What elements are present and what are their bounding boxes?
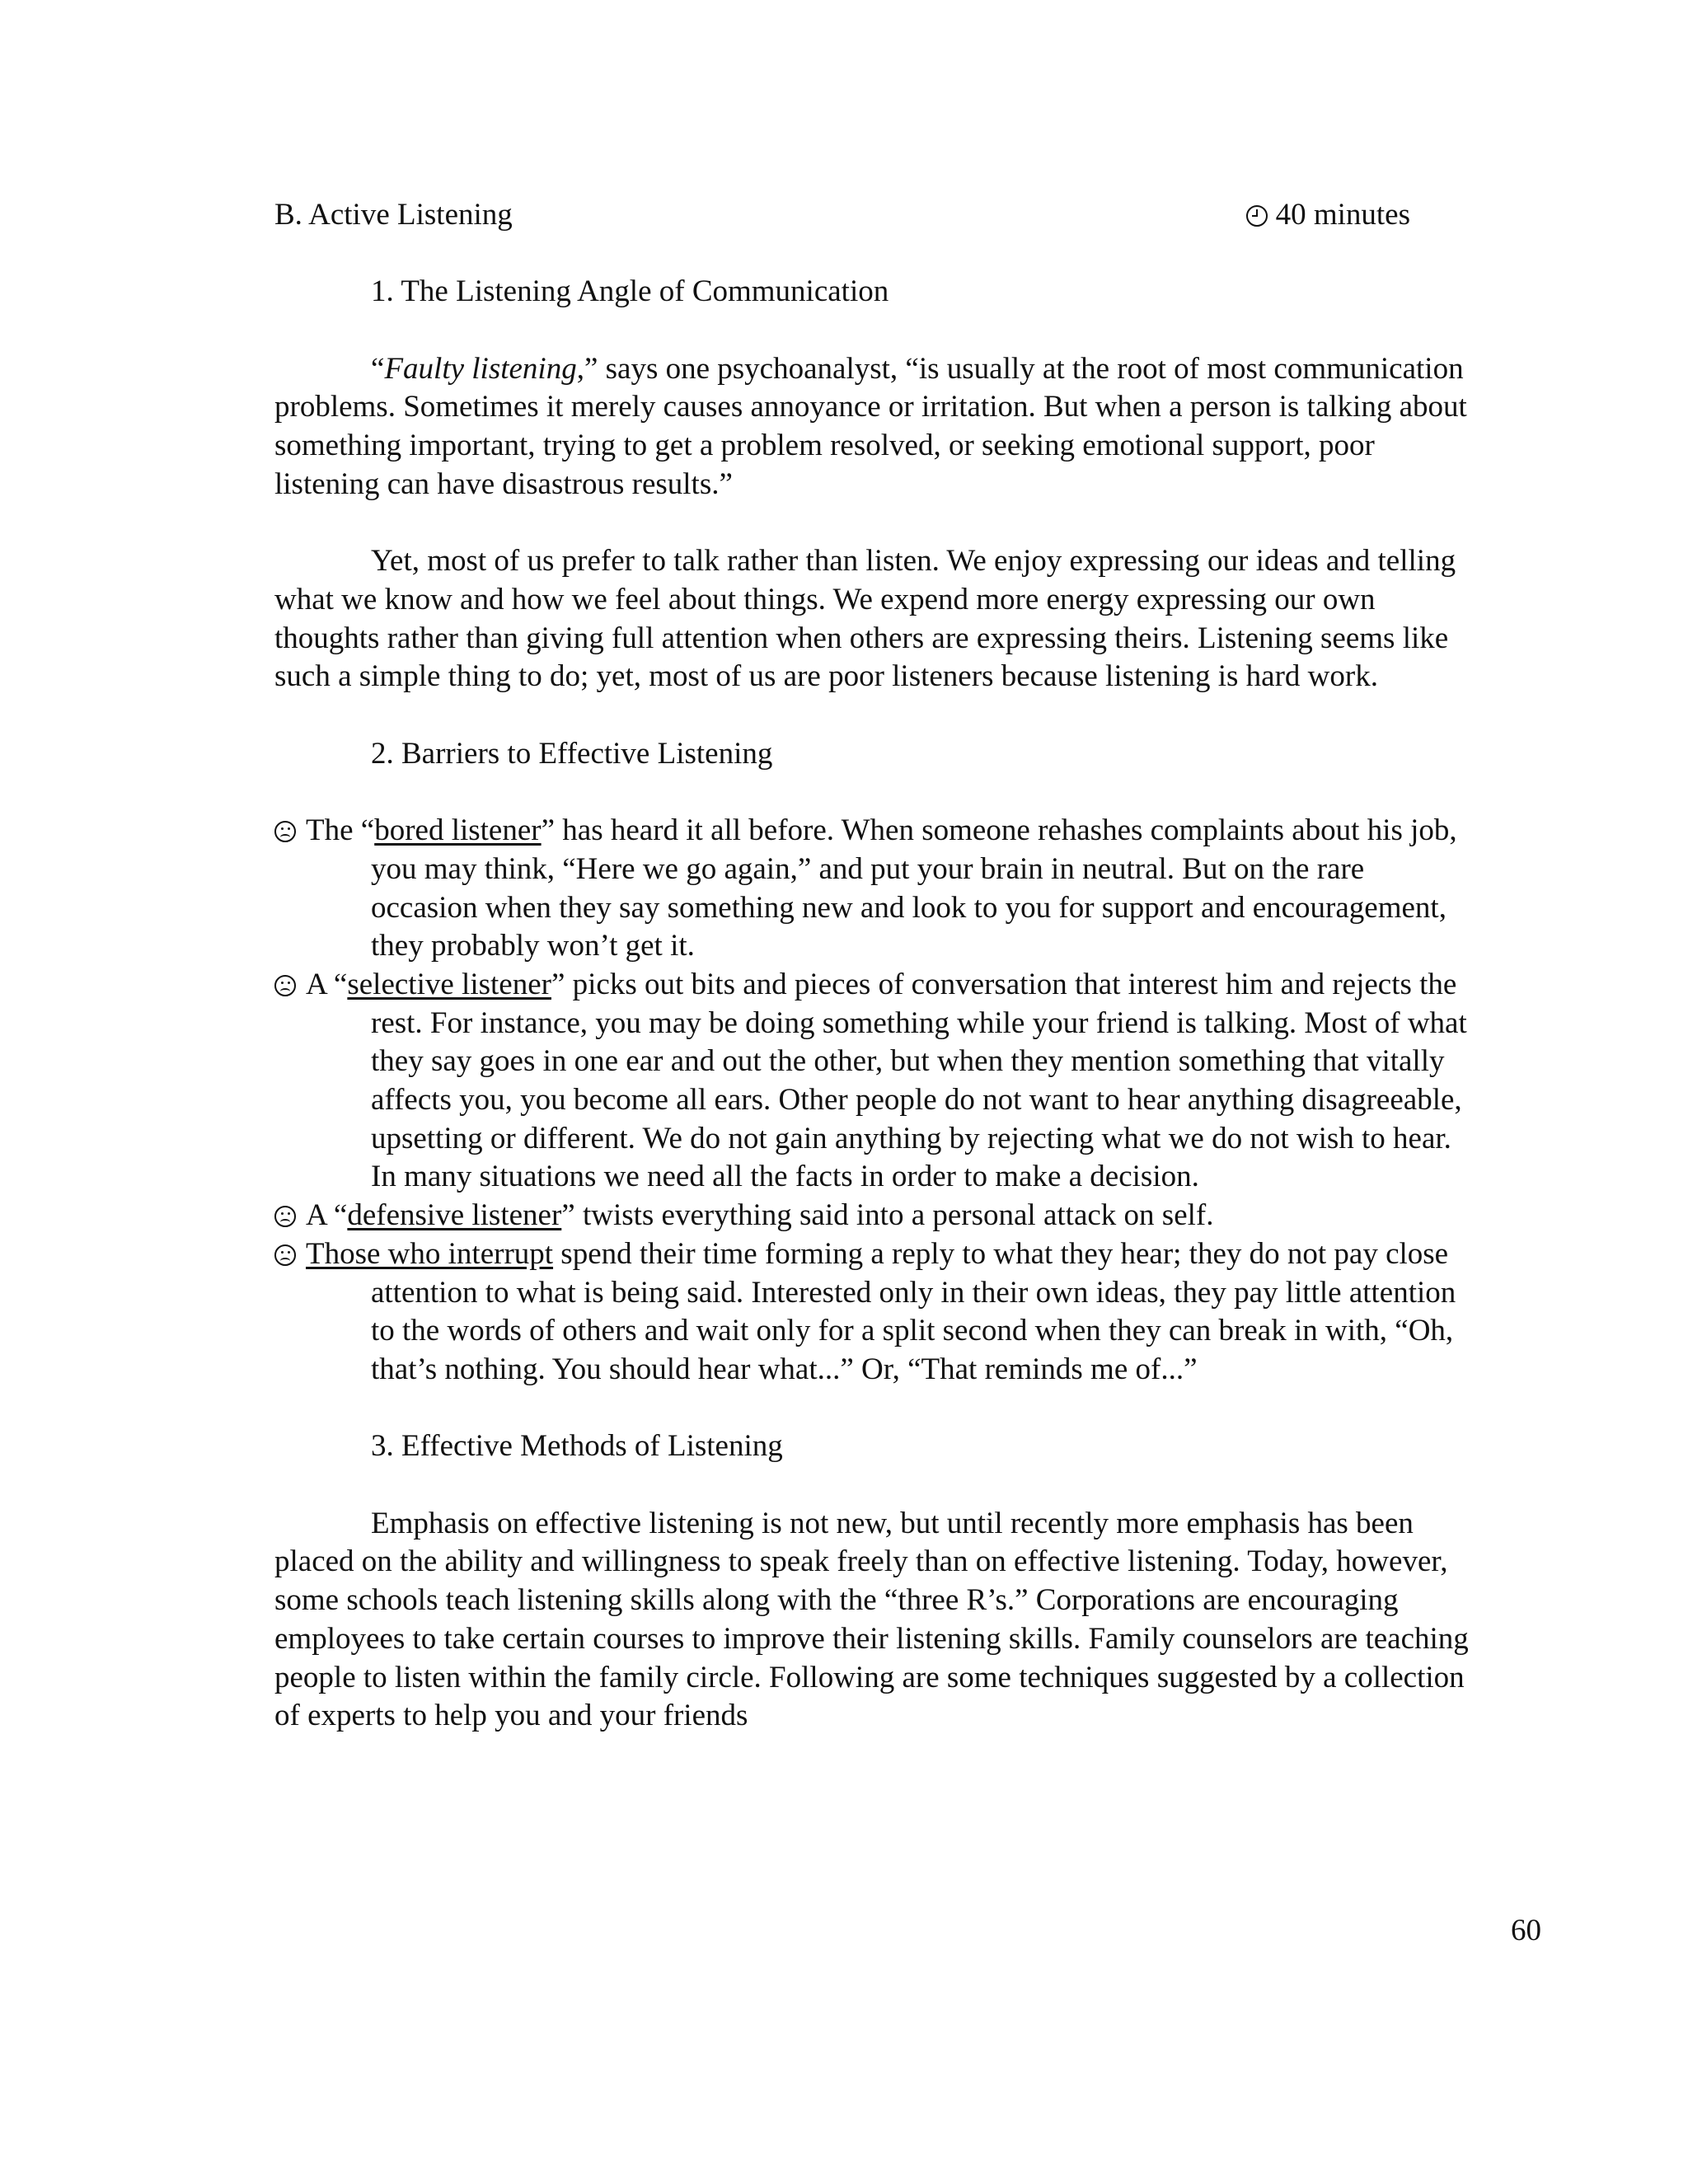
barrier-item-defensive [274, 1197, 1478, 1235]
barrier-pre: A “ [306, 1198, 348, 1233]
duration-text: 40 minutes [1275, 198, 1410, 232]
subheading-2: 2. Barriers to Effective Listening [371, 736, 773, 771]
open-quote: “ [371, 351, 385, 386]
barriers-list [274, 812, 1478, 1390]
subheading-3: 3. Effective Methods of Listening [371, 1429, 783, 1464]
barrier-term: Those who interrupt [306, 1236, 554, 1271]
frown-icon [274, 821, 296, 842]
paragraph-effective-methods: Emphasis on effective listening is not new, but until recently more emphasis has been placed on the ability and willingness to speak freely than on effective listening. Today, however, some schools teach listening skills along with the “three R’s.” Corporations are encouraging employees to take certain courses to improve their listening skills. Family counselors are teaching people to listen within the family circle. Following are some techniques suggested by a collection of experts to help you and your friends [274, 1506, 1469, 1733]
paragraph-text: ,” says one psychoanalyst, “is usually at the root of most communication problems. Sometimes it merely causes annoyance or irritation. But when a person is talking about something important, trying to get a problem resolved, or seeking emotional support, poor listening can have disastrous results.” [274, 351, 1467, 501]
barrier-text: ” has heard it all before. When someone rehashes complaints about his job, you may think, “Here we go again,” and put your brain in neutral. But on the rare occasion when they say something new and look to you for support and encouragement, they probably won’t get it. [371, 813, 1457, 963]
barrier-text: ” twists everything said into a personal attack on self. [561, 1198, 1214, 1233]
italic-phrase: Faulty listening [384, 351, 577, 386]
barrier-item-interrupt [274, 1235, 1478, 1390]
document-page [274, 196, 1478, 1736]
paragraph-faulty-listening [274, 350, 1478, 504]
barrier-pre: A “ [306, 967, 348, 1001]
paragraph-prefer-talk: Yet, most of us prefer to talk rather than listen. We enjoy expressing our ideas and telling what we know and how we feel about things. We expend more energy expressing our own thoughts rather than giving full attention when others are expressing theirs. Listening seems like such a simple thing to do; yet, most of us are poor listeners because listening is hard work. [274, 544, 1456, 694]
frown-icon [274, 1244, 296, 1266]
frown-icon [274, 1206, 296, 1227]
barrier-item-bored [274, 812, 1478, 966]
barrier-text: ” picks out bits and pieces of conversation that interest him and rejects the rest. For instance, you may be doing something while your friend is talking. Most of what they say goes in one ear and out the other, but when they mention something that vitally affects you, you become all ears. Other people do not want to hear anything disagreeable, upsetting or different. We do not gain anything by rejecting what we do not wish to hear. In many situations we need all the facts in order to make a decision. [371, 967, 1467, 1194]
barrier-term: selective listener [347, 967, 551, 1001]
barrier-term: defensive listener [347, 1198, 562, 1233]
barrier-pre: The “ [306, 813, 375, 848]
section-title: B. Active Listening [274, 198, 513, 232]
barrier-item-selective [274, 966, 1478, 1197]
duration [1246, 196, 1410, 235]
barrier-text: spend their time forming a reply to what they hear; they do not pay close attention to what is being said. Interested only in their own ideas, they pay little attention to the words of others and wait only for a split second when they can break in with, “Oh, that’s nothing. You should hear what...” Or, “That reminds me of...” [371, 1236, 1456, 1386]
barrier-term: bored listener [374, 813, 542, 848]
subheading-1: 1. The Listening Angle of Communication [371, 274, 889, 309]
page-number: 60 [1511, 1914, 1541, 1947]
section-header [274, 196, 1478, 235]
clock-icon [1246, 205, 1268, 227]
frown-icon [274, 975, 296, 996]
